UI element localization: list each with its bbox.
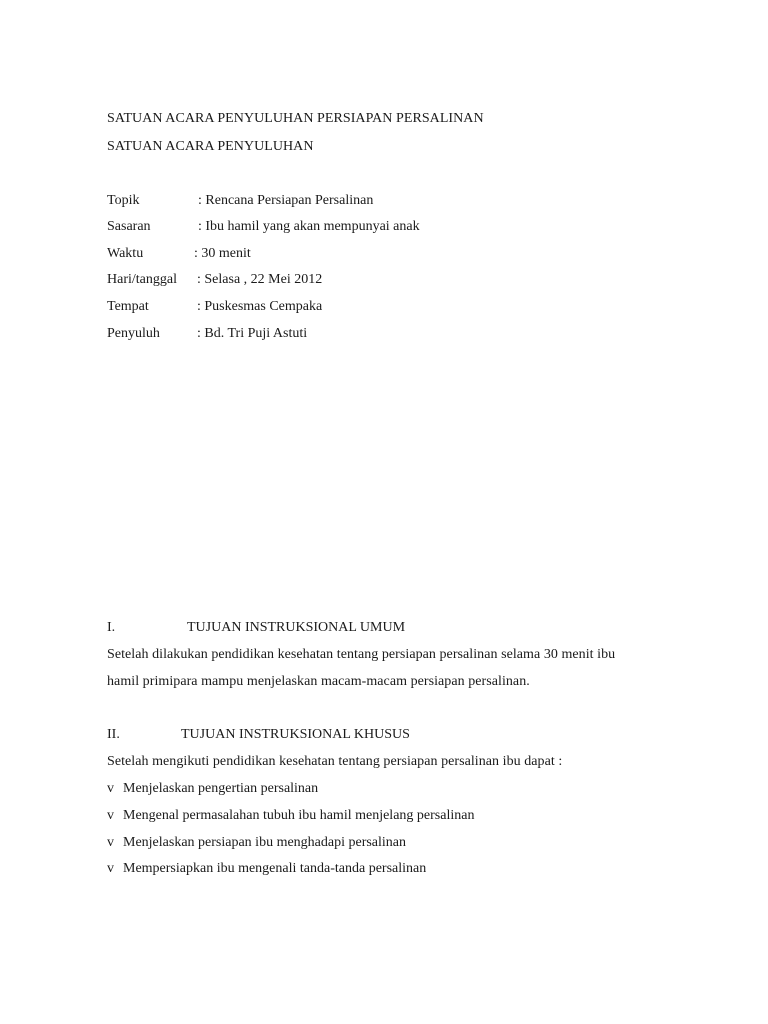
section-1-number: I. xyxy=(107,620,116,635)
bullet-marker: v xyxy=(107,835,114,850)
section-1-title: TUJUAN INSTRUKSIONAL UMUM xyxy=(187,620,406,635)
field-value-waktu: : 30 menit xyxy=(194,246,251,261)
document-title: SATUAN ACARA PENYULUHAN PERSIAPAN PERSALINAN xyxy=(107,111,484,126)
field-label-waktu: Waktu xyxy=(107,246,144,261)
bullet-marker: v xyxy=(107,781,114,796)
bullet-item: Menjelaskan persiapan ibu menghadapi persalinan xyxy=(123,835,407,850)
bullet-marker: v xyxy=(107,808,114,823)
field-label-hari-tanggal: Hari/tanggal xyxy=(107,272,177,287)
section-1-paragraph-line: Setelah dilakukan pendidikan kesehatan tentang persiapan persalinan selama 30 menit ibu xyxy=(107,647,616,662)
bullet-item: Mengenal permasalahan tubuh ibu hamil menjelang persalinan xyxy=(123,808,475,823)
section-1-paragraph-line: hamil primipara mampu menjelaskan macam-macam persiapan persalinan. xyxy=(107,674,530,689)
bullet-item: Menjelaskan pengertian persalinan xyxy=(123,781,319,796)
document-subtitle: SATUAN ACARA PENYULUHAN xyxy=(107,139,314,154)
section-2-intro: Setelah mengikuti pendidikan kesehatan tentang persiapan persalinan ibu dapat : xyxy=(107,754,563,769)
field-value-topik: : Rencana Persiapan Persalinan xyxy=(198,193,374,208)
field-value-sasaran: : Ibu hamil yang akan mempunyai anak xyxy=(198,219,420,234)
bullet-item: Mempersiapkan ibu mengenali tanda-tanda persalinan xyxy=(123,861,427,876)
bullet-marker: v xyxy=(107,861,114,876)
field-label-topik: Topik xyxy=(107,193,140,208)
section-2-number: II. xyxy=(107,727,120,742)
field-label-penyuluh: Penyuluh xyxy=(107,326,160,341)
field-label-sasaran: Sasaran xyxy=(107,219,151,234)
section-2-title: TUJUAN INSTRUKSIONAL KHUSUS xyxy=(181,727,410,742)
field-value-penyuluh: : Bd. Tri Puji Astuti xyxy=(197,326,308,341)
field-value-hari-tanggal: : Selasa , 22 Mei 2012 xyxy=(197,272,323,287)
field-value-tempat: : Puskesmas Cempaka xyxy=(197,299,323,314)
field-label-tempat: Tempat xyxy=(107,299,149,314)
